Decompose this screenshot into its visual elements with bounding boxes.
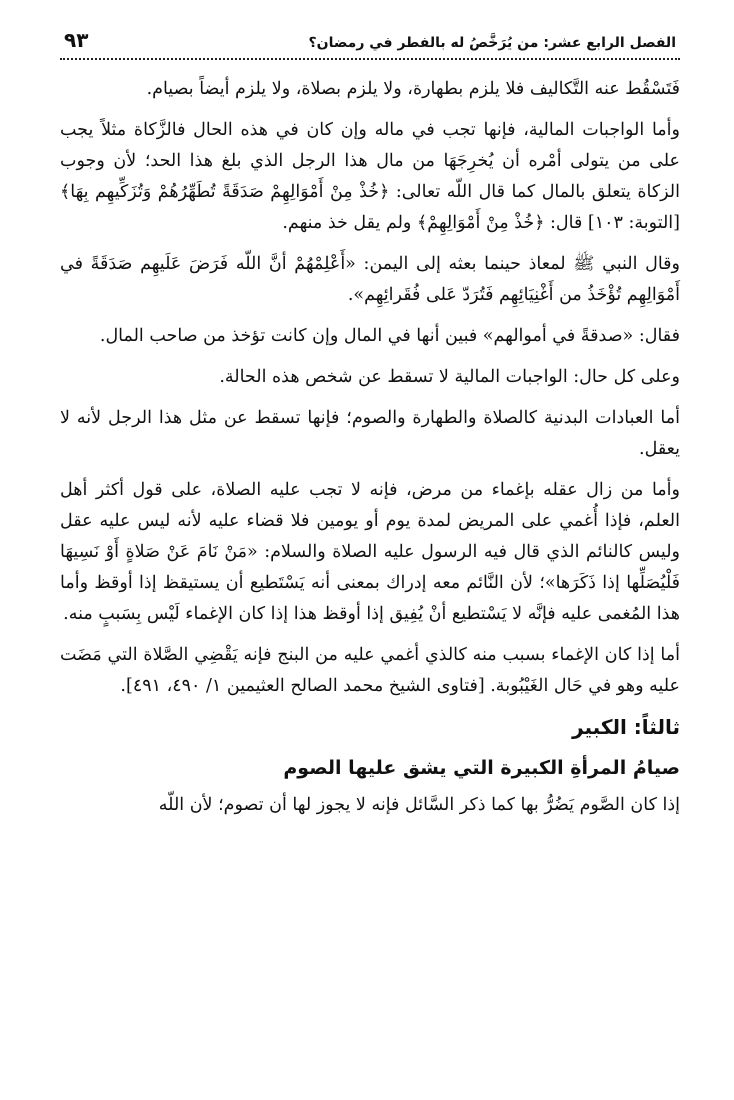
paragraph: وأما الواجبات المالية، فإنها تجب في ماله وإن كان في هذه الحال فالزَّكاة مثلاً يجب على من يتولى أمْره أن يُخرِجَهَا من مال هذا الرجل الذي بلغ هذا الحد؛ لأن وجوب الزكاة يتعلق بالمال كما قال اللّه تعالى: ﴿خُذْ مِنْ أَمْوَالِهِمْ صَدَقَةً تُطَهِّرُهُمْ وَتُزَكِّيهِم بِهَا﴾ [التوبة: ١٠٣] قال: ﴿خُذْ مِنْ أَمْوَالِهِمْ﴾ ولم يقل خذ منهم. — [60, 120, 680, 233]
paragraph: إذا كان الصَّوم يَضُرُّ بها كما ذكر السَّائل فإنه لا يجوز لها أن تصوم؛ لأن اللّه — [158, 795, 680, 815]
subsection-heading: صيامُ المرأةِ الكبيرة التي يشق عليها الصوم — [283, 757, 680, 779]
paragraph: فَتَسْقُط عنه التَّكاليف فلا يلزم بطهارة، ولا يلزم بصلاة، ولا يلزم أيضاً بصيام. — [146, 79, 680, 99]
page-body — [60, 74, 680, 821]
running-title: الفصل الرابع عشر: من يُرَخَّصُ له بالفطر في رمضان؟ — [308, 35, 676, 51]
paragraph: وقال النبي ﷺ لمعاذ حينما بعثه إلى اليمن: «أَعْلِمْهُمْ أنَّ اللّه فَرَضَ عَلَيهِم صَدَقَةً في أَمْوَالِهِم تُؤْخَذُ من أَغْنِيَائِهِم فَتُرَدّ عَلى فُقَرائِهِم». — [60, 254, 680, 305]
paragraph: أما العبادات البدنية كالصلاة والطهارة والصوم؛ فإنها تسقط عن مثل هذا الرجل لأنه لا يعقل. — [60, 408, 680, 459]
section-heading: ثالثاً: الكبير — [572, 715, 680, 739]
page — [60, 28, 680, 831]
paragraph: فقال: «صدقةً في أموالهم» فبين أنها في المال وإن كانت تؤخذ من صاحب المال. — [99, 326, 680, 346]
paragraph: أما إذا كان الإغماء بسبب منه كالذي أغمي عليه من البنج فإنه يَقْضِي الصَّلاة التي مَضَت عليه وهو في حَال الغَيْبُوبة. [فتاوى الشيخ محمد الصالح العثيمين ١/ ٤٩٠، ٤٩١]. — [60, 645, 680, 696]
page-number: ٩٣ — [64, 28, 89, 52]
paragraph: وعلى كل حال: الواجبات المالية لا تسقط عن شخص هذه الحالة. — [219, 367, 680, 387]
running-header — [60, 28, 680, 60]
paragraph: وأما من زال عقله بإغماء من مرض، فإنه لا تجب عليه الصلاة، على قول أكثر أهل العلم، فإذا أُغمي على المريض لمدة يوم أو يومين فلا قضاء عليه لأنه ليس عليه عقل وليس كالنائم الذي قال فيه الرسول عليه الصلاة والسلام: «مَنْ نَامَ عَنْ صَلاةٍ أَوْ نَسِيهَا فَلْيُصَلِّها إذا ذَكَرَها»؛ لأن النَّائم معه إدراك بمعنى أنه يَسْتَطيع أن يستيقظ إذا أوقظ وأما هذا المُغمى عليه فإنَّه لا يَسْتطيع أنْ يُفِيق إذا أوقظ هذا إذا كان الإغماء لَيْس بِسَببٍ منه. — [60, 480, 680, 624]
